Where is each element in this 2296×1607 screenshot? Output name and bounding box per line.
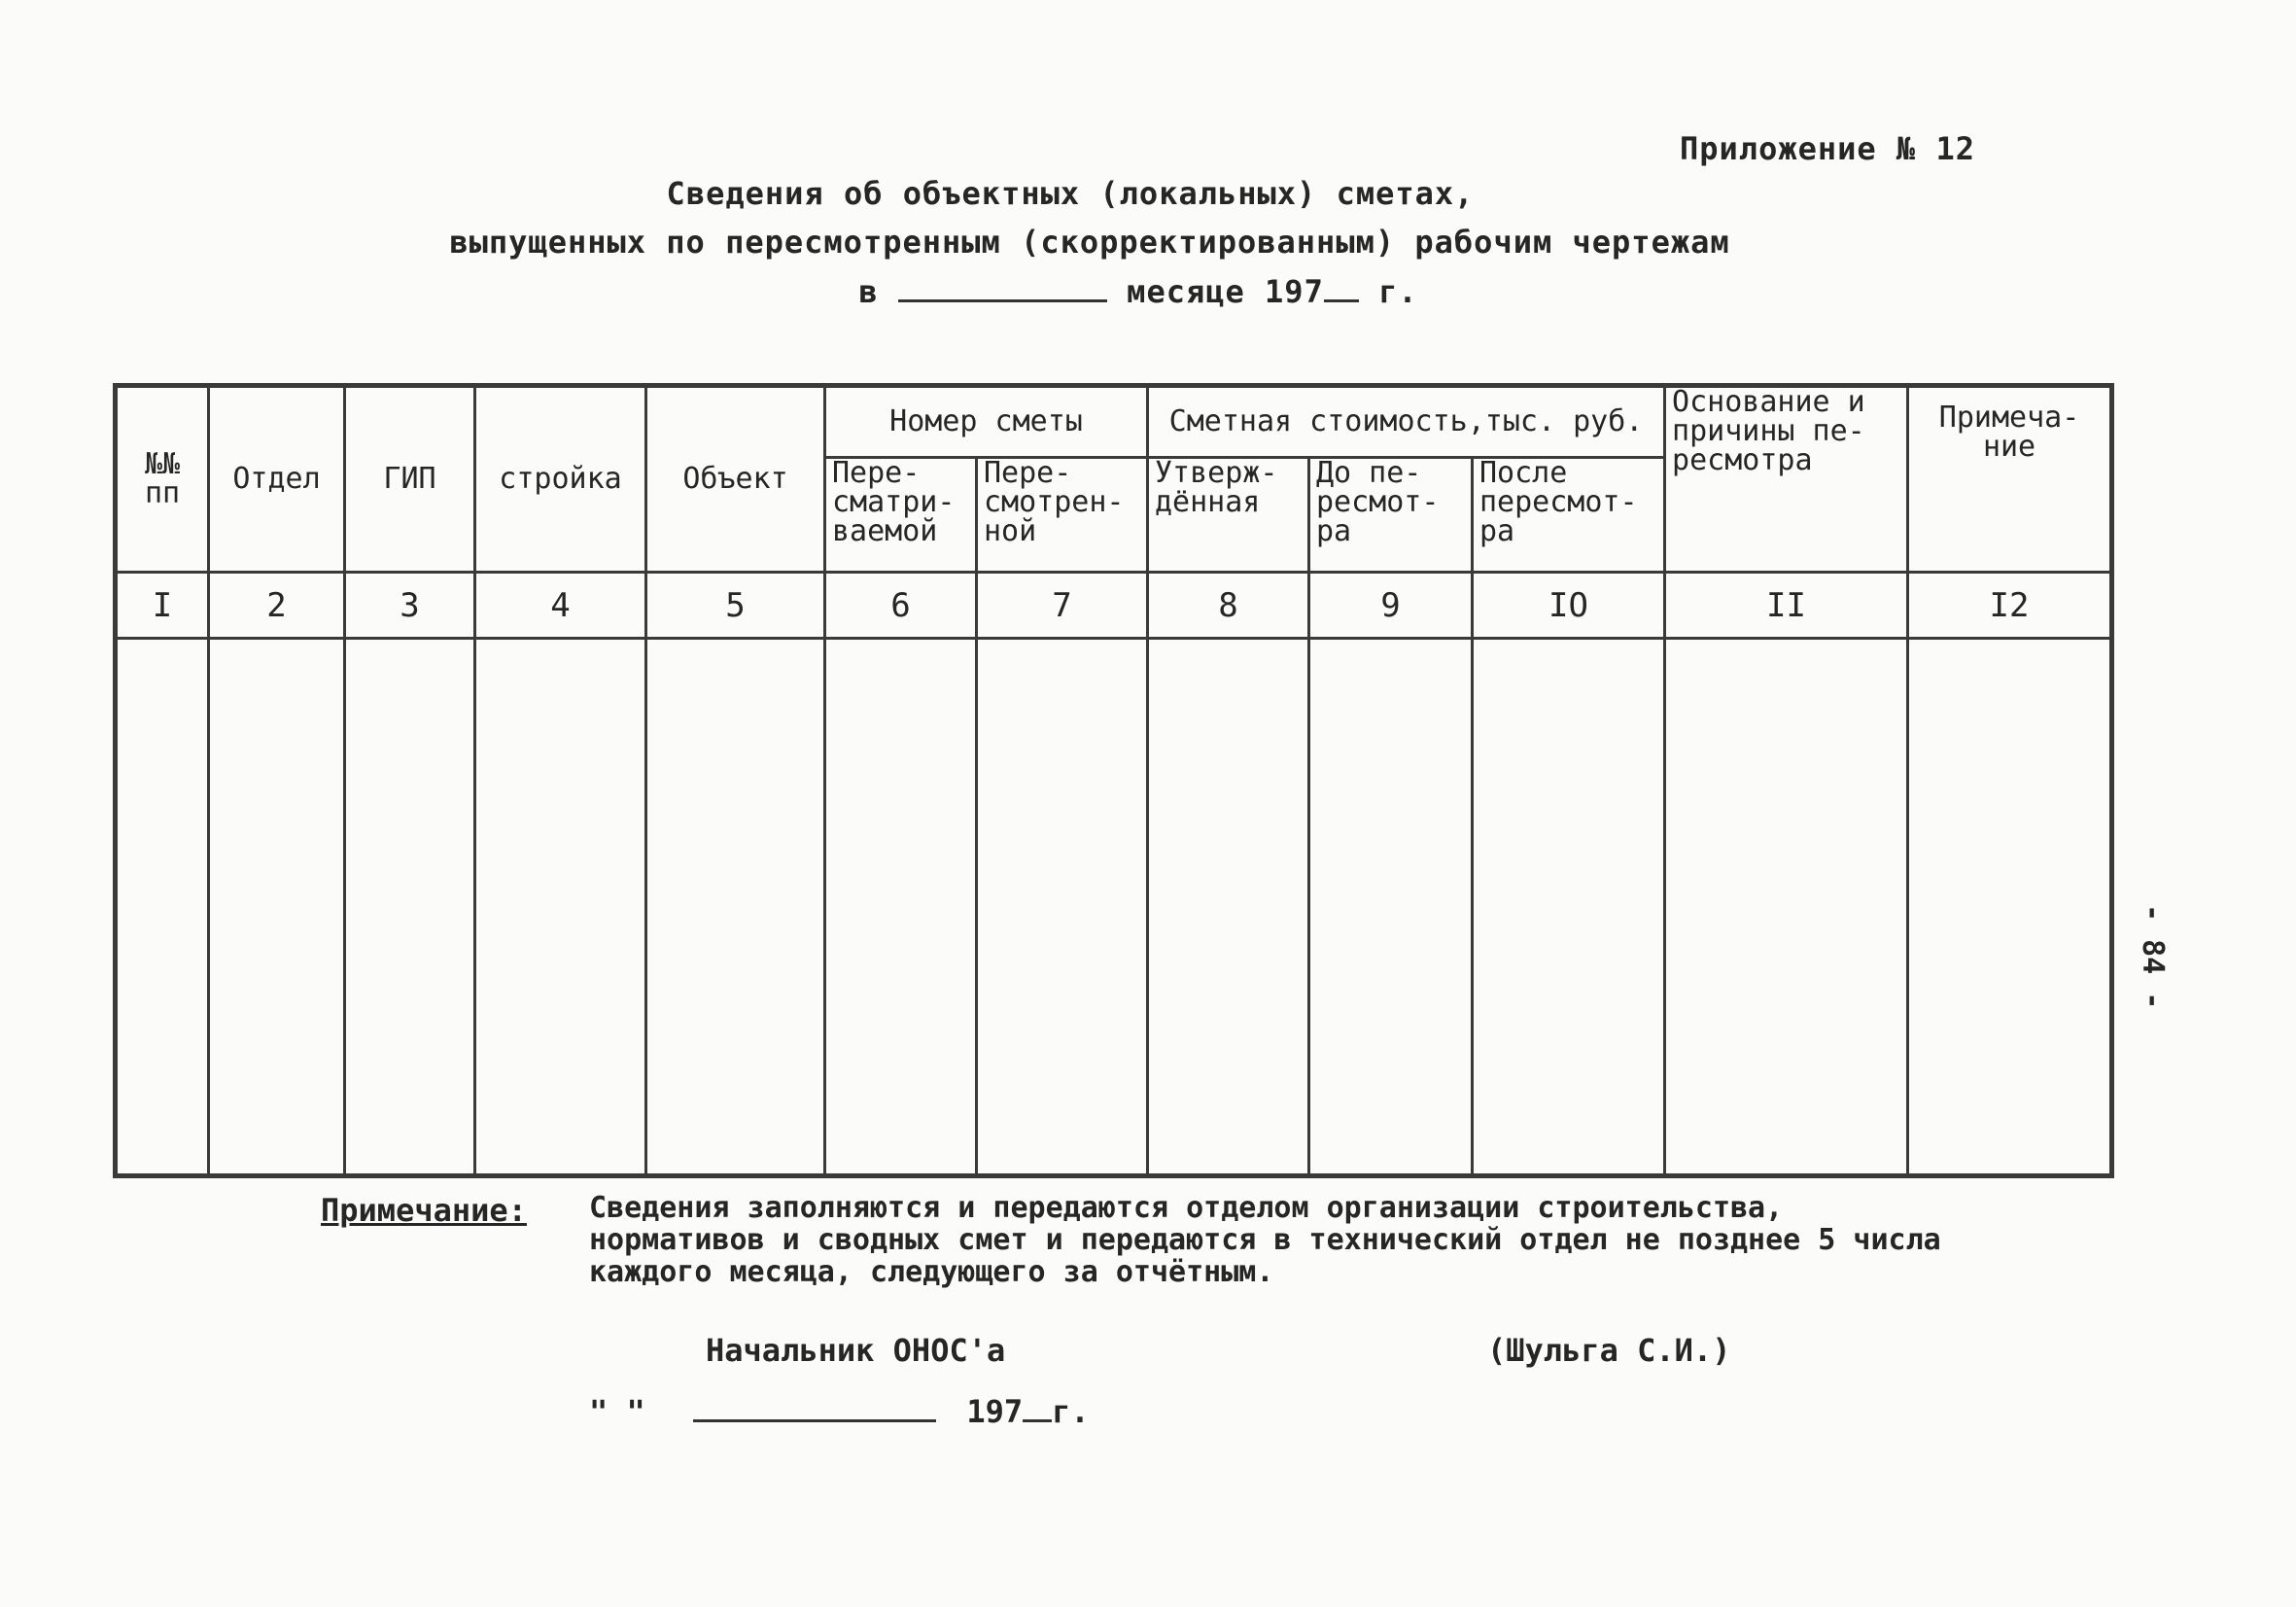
empty-cell bbox=[1908, 639, 2112, 1176]
document-title-line1: Сведения об объектных (локальных) сметах, bbox=[666, 175, 1475, 212]
header-construction: стройка bbox=[475, 386, 646, 573]
estimates-table bbox=[113, 383, 2114, 1178]
empty-cell bbox=[646, 639, 825, 1176]
column-number: 6 bbox=[825, 573, 977, 639]
header-before-review: До пе-ресмот-ра bbox=[1309, 458, 1473, 573]
date-year-blank bbox=[1023, 1392, 1052, 1422]
date-year-suffix: г. bbox=[1052, 1393, 1090, 1430]
date-year: 197 bbox=[966, 1393, 1024, 1430]
empty-cell bbox=[977, 639, 1148, 1176]
note-text: Сведения заполняются и передаются отделом организации строительства, нормативов и сводных смет и передаются в технический отдел не позднее 5 числа каждого месяца, следующего за отчётным. bbox=[589, 1191, 1941, 1289]
column-number-row bbox=[116, 573, 2112, 639]
signature-title: Начальник ОНОС'а bbox=[706, 1332, 1006, 1369]
document-title-line3 bbox=[0, 272, 2286, 310]
title-middle: месяце 197 bbox=[1127, 273, 1324, 310]
header-revised: Пере-смотрен-ной bbox=[977, 458, 1148, 573]
column-number: 9 bbox=[1309, 573, 1473, 639]
header-number: №№ пп bbox=[116, 386, 209, 573]
column-number: II bbox=[1665, 573, 1908, 639]
header-object: Объект bbox=[646, 386, 825, 573]
header-reviewed: Пере-сматри-ваемой bbox=[825, 458, 977, 573]
empty-cell bbox=[1309, 639, 1473, 1176]
column-number: 5 bbox=[646, 573, 825, 639]
empty-cell bbox=[1473, 639, 1665, 1176]
title-suffix: г. bbox=[1378, 273, 1418, 310]
empty-data-row bbox=[116, 639, 2112, 1176]
header-reason: Основание и причины пе-ресмотра bbox=[1665, 386, 1908, 573]
header-department: Отдел bbox=[209, 386, 345, 573]
empty-cell bbox=[1148, 639, 1309, 1176]
empty-cell bbox=[475, 639, 646, 1176]
date-quotes: " " bbox=[589, 1393, 645, 1430]
header-after-review: После пересмот-ра bbox=[1473, 458, 1665, 573]
empty-cell bbox=[209, 639, 345, 1176]
empty-cell bbox=[345, 639, 475, 1176]
empty-cell bbox=[825, 639, 977, 1176]
column-number: 3 bbox=[345, 573, 475, 639]
header-note: Примеча-ние bbox=[1908, 386, 2112, 573]
appendix-label: Приложение № 12 bbox=[1680, 130, 1975, 167]
empty-cell bbox=[116, 639, 209, 1176]
year-blank bbox=[1324, 272, 1359, 302]
document-title-line2: выпущенных по пересмотренным (скорректированным) рабочим чертежам bbox=[449, 224, 1730, 261]
column-number: 7 bbox=[977, 573, 1148, 639]
column-number: I bbox=[116, 573, 209, 639]
signature-name: (Шульга С.И.) bbox=[1487, 1332, 1731, 1369]
column-number: I2 bbox=[1908, 573, 2112, 639]
column-number: 2 bbox=[209, 573, 345, 639]
column-number: 8 bbox=[1148, 573, 1309, 639]
empty-cell bbox=[1665, 639, 1908, 1176]
title-prefix: в bbox=[858, 273, 879, 310]
header-estimate-number: Номер сметы bbox=[825, 386, 1148, 458]
column-number: IO bbox=[1473, 573, 1665, 639]
column-number: 4 bbox=[475, 573, 646, 639]
header-approved: Утверж-дённая bbox=[1148, 458, 1309, 573]
date-line bbox=[589, 1392, 1090, 1430]
page-number: - 84 - bbox=[2136, 904, 2170, 1010]
header-gip: ГИП bbox=[345, 386, 475, 573]
header-estimated-cost: Сметная стоимость,тыс. руб. bbox=[1148, 386, 1665, 458]
note-label: Примечание: bbox=[321, 1192, 527, 1229]
month-blank bbox=[898, 272, 1107, 302]
date-blank bbox=[693, 1392, 936, 1422]
